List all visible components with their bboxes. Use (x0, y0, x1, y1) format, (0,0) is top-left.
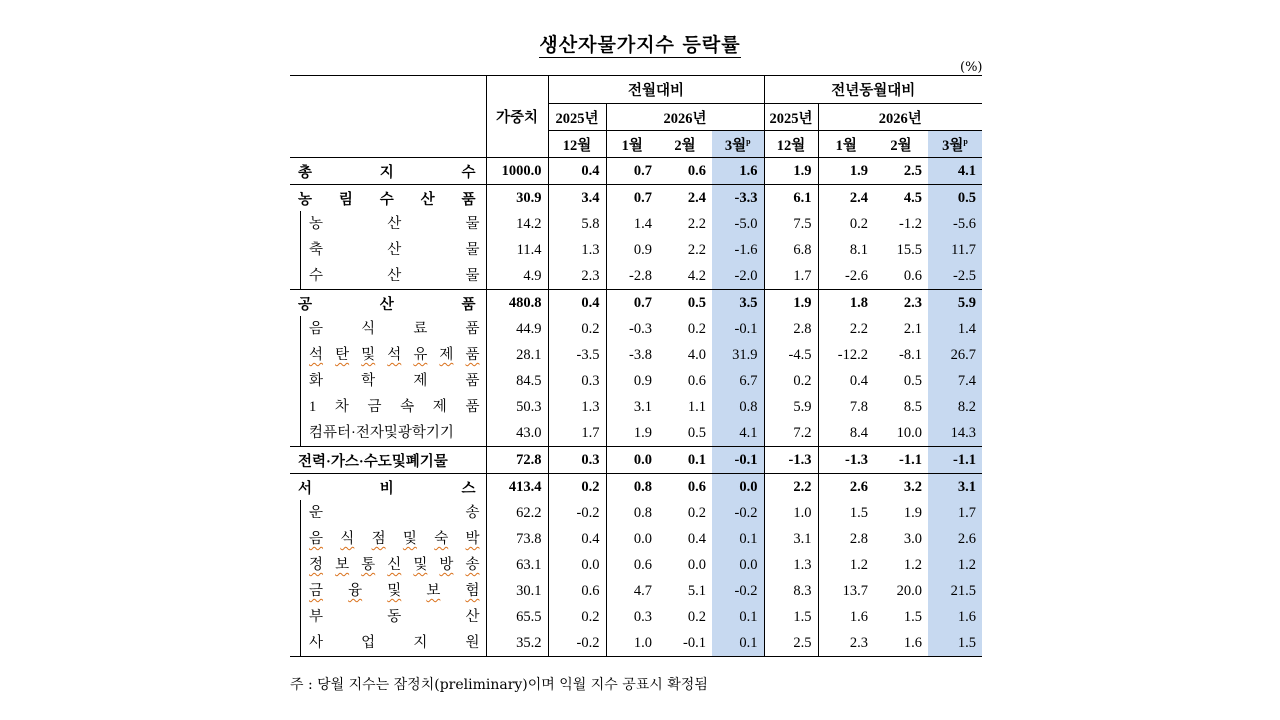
mom-cell: 0.6 (548, 578, 606, 604)
weight-cell: 43.0 (486, 420, 548, 447)
weight-cell: 84.5 (486, 368, 548, 394)
ppi-table (290, 75, 982, 657)
mom-cell: 0.5 (658, 290, 712, 317)
header-mom-2026: 2026년 (606, 104, 764, 131)
mom-cell: 0.0 (548, 552, 606, 578)
yoy-cell: 1.5 (928, 630, 982, 657)
mom-cell: 0.2 (687, 320, 706, 337)
yoy-cell: 3.1 (764, 526, 818, 552)
header-yoy-feb: 2월 (890, 137, 912, 154)
mom-cell: -5.0 (712, 211, 764, 237)
row-label (290, 578, 486, 604)
mom-cell: 0.2 (548, 604, 606, 630)
mom-cell: 4.2 (687, 267, 706, 284)
row-label (290, 630, 486, 657)
mom-cell: 5.8 (548, 211, 606, 237)
mom-cell: 0.3 (548, 447, 606, 474)
weight-cell: 72.8 (486, 447, 548, 474)
yoy-cell: 20.0 (896, 582, 922, 599)
row-label (290, 290, 486, 317)
yoy-cell: -12.2 (837, 346, 868, 363)
weight-cell: 4.9 (486, 263, 548, 290)
header-yoy-dec: 12월 (764, 131, 818, 158)
yoy-cell: 1.0 (764, 500, 818, 526)
row-label (290, 500, 486, 526)
row-label-text: 서 비 스 (298, 480, 476, 497)
mom-cell: 3.4 (548, 185, 606, 212)
yoy-cell: 0.4 (849, 372, 868, 389)
yoy-cell: 1.4 (928, 316, 982, 342)
yoy-cell: 0.2 (849, 215, 868, 232)
table-row (290, 158, 982, 185)
yoy-cell: -1.3 (764, 447, 818, 474)
mom-cell: 1.9 (633, 424, 652, 441)
weight-cell: 62.2 (486, 500, 548, 526)
yoy-cell: 1.5 (764, 604, 818, 630)
mom-cell: 0.0 (687, 556, 706, 573)
yoy-cell: 7.4 (928, 368, 982, 394)
mom-cell: -3.8 (629, 346, 652, 363)
mom-cell: 0.1 (712, 604, 764, 630)
table-row (290, 394, 982, 420)
mom-cell: 0.7 (606, 158, 658, 185)
table-row (290, 474, 982, 501)
row-label (290, 185, 486, 212)
mom-cell: -0.2 (712, 578, 764, 604)
mom-cell: 4.1 (712, 420, 764, 447)
mom-cell: 0.1 (712, 526, 764, 552)
table-row (290, 447, 982, 474)
mom-cell: -2.0 (712, 263, 764, 290)
footnote: 주 : 당월 지수는 잠정치(preliminary)이며 익월 지수 공표시 확정됨 (290, 677, 708, 693)
mom-cell: 0.2 (687, 608, 706, 625)
yoy-cell: 0.6 (903, 267, 922, 284)
yoy-cell: 1.8 (818, 290, 874, 317)
header-mom-feb: 2월 (674, 137, 696, 154)
mom-cell: 0.2 (548, 474, 606, 501)
row-label (290, 342, 486, 368)
mom-cell: 0.3 (633, 608, 652, 625)
yoy-cell: 1.9 (764, 158, 818, 185)
yoy-cell: 0.5 (903, 372, 922, 389)
row-label-text: 석 탄 및 석 유 제 품 (309, 347, 480, 363)
header-yoy: 전년동월대비 (764, 76, 982, 104)
row-label (290, 420, 486, 447)
mom-cell: 0.8 (712, 394, 764, 420)
header-yoy-2025: 2025년 (764, 104, 818, 131)
yoy-cell: 2.8 (764, 316, 818, 342)
yoy-cell: 8.2 (928, 394, 982, 420)
yoy-cell: 1.7 (764, 263, 818, 290)
mom-cell: 3.5 (712, 290, 764, 317)
yoy-cell: 1.9 (903, 504, 922, 521)
mom-cell: 0.2 (548, 316, 606, 342)
weight-cell: 73.8 (486, 526, 548, 552)
yoy-cell: 2.2 (849, 320, 868, 337)
yoy-cell: -1.1 (928, 447, 982, 474)
yoy-cell: -2.5 (928, 263, 982, 290)
yoy-cell: 26.7 (928, 342, 982, 368)
mom-cell: 1.6 (712, 158, 764, 185)
yoy-cell: 3.0 (903, 530, 922, 547)
mom-cell: 0.1 (658, 447, 712, 474)
header-weight: 가중치 (486, 76, 548, 158)
yoy-cell: 2.6 (928, 526, 982, 552)
yoy-cell: 2.3 (874, 290, 928, 317)
mom-cell: 0.5 (687, 424, 706, 441)
table-row (290, 316, 982, 342)
row-label-text: 음 식 료 품 (309, 321, 480, 337)
yoy-cell: 7.8 (849, 398, 868, 415)
weight-cell: 1000.0 (486, 158, 548, 185)
row-label-text: 축 산 물 (309, 242, 480, 258)
table-row (290, 526, 982, 552)
yoy-cell: 1.7 (928, 500, 982, 526)
mom-cell: 0.0 (633, 530, 652, 547)
yoy-cell: 15.5 (896, 241, 922, 258)
yoy-cell: 0.5 (928, 185, 982, 212)
mom-cell: 0.0 (712, 474, 764, 501)
table-row (290, 578, 982, 604)
mom-cell: -2.8 (629, 267, 652, 284)
row-label (290, 263, 486, 290)
mom-cell: 4.7 (633, 582, 652, 599)
yoy-cell: 8.5 (903, 398, 922, 415)
mom-cell: 1.0 (606, 630, 658, 657)
yoy-cell: 5.9 (764, 394, 818, 420)
row-label-text: 화 학 제 품 (309, 373, 480, 389)
mom-cell: 1.7 (548, 420, 606, 447)
header-mom-dec: 12월 (548, 131, 606, 158)
mom-cell: 0.4 (548, 158, 606, 185)
row-label-text: 음 식 점 및 숙 박 (309, 531, 480, 547)
row-label-text: 공 산 품 (298, 296, 476, 313)
unit-label: (%) (960, 60, 983, 75)
yoy-cell: 21.5 (928, 578, 982, 604)
row-label (290, 447, 486, 474)
table-row (290, 237, 982, 263)
yoy-cell: 14.3 (928, 420, 982, 447)
weight-cell: 30.1 (486, 578, 548, 604)
yoy-cell: 8.4 (849, 424, 868, 441)
mom-cell: 0.8 (606, 474, 658, 501)
mom-cell: 0.4 (548, 526, 606, 552)
mom-cell: 4.0 (687, 346, 706, 363)
yoy-cell: 1.5 (903, 608, 922, 625)
yoy-cell: 1.2 (903, 556, 922, 573)
weight-cell: 35.2 (486, 630, 548, 657)
yoy-cell: 7.5 (764, 211, 818, 237)
yoy-cell: 1.9 (764, 290, 818, 317)
mom-cell: 2.3 (548, 263, 606, 290)
yoy-cell: -1.3 (818, 447, 874, 474)
yoy-cell: 5.9 (928, 290, 982, 317)
mom-cell: -0.1 (658, 630, 712, 657)
mom-cell: 0.2 (687, 504, 706, 521)
weight-cell: 65.5 (486, 604, 548, 630)
row-label (290, 316, 486, 342)
table-title: 생산자물가지수 등락률 (539, 34, 741, 56)
row-label-text: 정 보 통 신 및 방 송 (309, 557, 480, 573)
header-yoy-jan: 1월 (835, 137, 857, 154)
weight-cell: 44.9 (486, 316, 548, 342)
yoy-cell: 2.6 (818, 474, 874, 501)
weight-cell: 50.3 (486, 394, 548, 420)
yoy-cell: -2.6 (845, 267, 868, 284)
yoy-cell: 10.0 (896, 424, 922, 441)
table-row (290, 500, 982, 526)
row-label-text: 전력·가스·수도및폐기물 (298, 453, 448, 470)
row-label-text: 총 지 수 (298, 164, 476, 181)
header-mom-jan: 1월 (621, 137, 643, 154)
table-row (290, 604, 982, 630)
yoy-cell: 7.2 (764, 420, 818, 447)
table-row (290, 342, 982, 368)
table-row (290, 420, 982, 447)
mom-cell: -0.2 (712, 500, 764, 526)
mom-cell: -0.1 (712, 447, 764, 474)
yoy-cell: 1.2 (849, 556, 868, 573)
row-label-text: 운 송 (309, 505, 480, 521)
row-label (290, 237, 486, 263)
yoy-cell: -1.2 (899, 215, 922, 232)
yoy-cell: 1.6 (849, 608, 868, 625)
yoy-cell: 4.1 (928, 158, 982, 185)
mom-cell: 2.2 (687, 215, 706, 232)
yoy-cell: 2.5 (764, 630, 818, 657)
yoy-cell: 6.1 (764, 185, 818, 212)
header-mom-2025: 2025년 (548, 104, 606, 131)
row-label-text: 사 업 지 원 (309, 635, 480, 651)
yoy-cell: 11.7 (928, 237, 982, 263)
mom-cell: -1.6 (712, 237, 764, 263)
yoy-cell: 1.6 (928, 604, 982, 630)
header-yoy-mar: 3월$^p$ (928, 131, 982, 158)
row-label (290, 604, 486, 630)
yoy-cell: 6.8 (764, 237, 818, 263)
yoy-cell: 2.5 (874, 158, 928, 185)
row-label-text: 컴퓨터·전자및광학기기 (309, 425, 454, 441)
yoy-cell: -1.1 (874, 447, 928, 474)
yoy-cell: 3.1 (928, 474, 982, 501)
row-label-text: 농 산 물 (309, 216, 480, 232)
yoy-cell: -5.6 (928, 211, 982, 237)
yoy-cell: 8.3 (764, 578, 818, 604)
table-row (290, 263, 982, 290)
mom-cell: -0.3 (629, 320, 652, 337)
yoy-cell: 1.9 (818, 158, 874, 185)
mom-cell: 0.7 (606, 290, 658, 317)
weight-cell: 30.9 (486, 185, 548, 212)
row-label-text: 수 산 물 (309, 268, 480, 284)
mom-cell: 2.4 (658, 185, 712, 212)
yoy-cell: 2.4 (818, 185, 874, 212)
yoy-cell: -8.1 (899, 346, 922, 363)
mom-cell: 0.0 (606, 447, 658, 474)
mom-cell: 0.9 (633, 372, 652, 389)
row-label (290, 394, 486, 420)
yoy-cell: 2.3 (818, 630, 874, 657)
yoy-cell: 8.1 (849, 241, 868, 258)
yoy-cell: 1.5 (849, 504, 868, 521)
weight-cell: 413.4 (486, 474, 548, 501)
header-yoy-2026: 2026년 (818, 104, 982, 131)
weight-cell: 11.4 (486, 237, 548, 263)
mom-cell: 0.6 (687, 372, 706, 389)
mom-cell: 0.6 (633, 556, 652, 573)
mom-cell: 6.7 (712, 368, 764, 394)
mom-cell: 0.8 (633, 504, 652, 521)
mom-cell: 5.1 (687, 582, 706, 599)
yoy-cell: 2.8 (849, 530, 868, 547)
mom-cell: 1.3 (548, 394, 606, 420)
mom-cell: 1.1 (687, 398, 706, 415)
mom-cell: -0.2 (548, 500, 606, 526)
mom-cell: 1.4 (633, 215, 652, 232)
table-row (290, 630, 982, 657)
mom-cell: 0.1 (712, 630, 764, 657)
row-label-text: 금 융 및 보 험 (309, 583, 480, 599)
mom-cell: -3.3 (712, 185, 764, 212)
mom-cell: 2.2 (687, 241, 706, 258)
header-mom: 전월대비 (548, 76, 764, 104)
table-row (290, 552, 982, 578)
row-label (290, 526, 486, 552)
mom-cell: -3.5 (548, 342, 606, 368)
row-label-text: 1 차 금 속 제 품 (309, 399, 480, 415)
row-label (290, 474, 486, 501)
yoy-cell: 2.2 (764, 474, 818, 501)
table-row (290, 290, 982, 317)
table-row (290, 211, 982, 237)
table-row (290, 368, 982, 394)
mom-cell: 0.6 (658, 158, 712, 185)
table-row (290, 185, 982, 212)
yoy-cell: 13.7 (842, 582, 868, 599)
weight-cell: 63.1 (486, 552, 548, 578)
mom-cell: -0.1 (712, 316, 764, 342)
yoy-cell: 0.2 (764, 368, 818, 394)
header-corner (290, 76, 486, 158)
mom-cell: 0.4 (687, 530, 706, 547)
yoy-cell: 4.5 (874, 185, 928, 212)
header-mom-mar: 3월$^p$ (712, 131, 764, 158)
yoy-cell: 1.6 (874, 630, 928, 657)
row-label (290, 158, 486, 185)
yoy-cell: 1.3 (764, 552, 818, 578)
yoy-cell: 3.2 (874, 474, 928, 501)
yoy-cell: -4.5 (764, 342, 818, 368)
row-label (290, 211, 486, 237)
row-label (290, 368, 486, 394)
mom-cell: 0.9 (633, 241, 652, 258)
mom-cell: -0.2 (548, 630, 606, 657)
mom-cell: 1.3 (548, 237, 606, 263)
weight-cell: 28.1 (486, 342, 548, 368)
mom-cell: 0.0 (712, 552, 764, 578)
yoy-cell: 2.1 (903, 320, 922, 337)
row-label-text: 농 림 수 산 품 (298, 191, 476, 208)
weight-cell: 480.8 (486, 290, 548, 317)
mom-cell: 3.1 (633, 398, 652, 415)
mom-cell: 0.6 (658, 474, 712, 501)
mom-cell: 0.3 (548, 368, 606, 394)
row-label (290, 552, 486, 578)
yoy-cell: 1.2 (928, 552, 982, 578)
mom-cell: 31.9 (712, 342, 764, 368)
weight-cell: 14.2 (486, 211, 548, 237)
mom-cell: 0.7 (606, 185, 658, 212)
mom-cell: 0.4 (548, 290, 606, 317)
row-label-text: 부 동 산 (309, 609, 480, 625)
